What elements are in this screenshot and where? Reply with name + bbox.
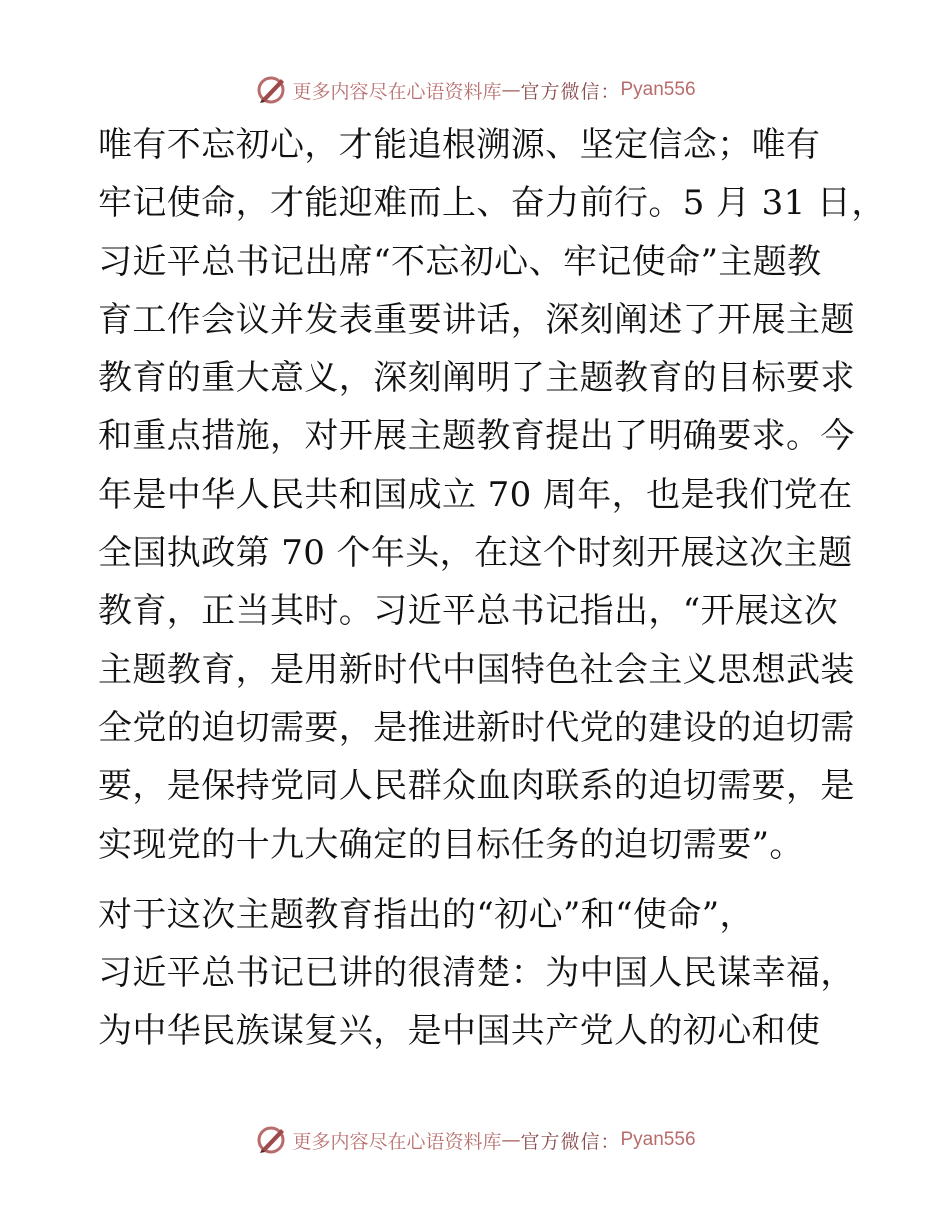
pen-circle-logo-icon (254, 1123, 288, 1157)
watermark-label: 官方微信： (520, 1130, 621, 1153)
text-line: 为中华民族谋复兴，是中国共产党人的初心和使 (98, 1011, 821, 1052)
watermark-dash: — (501, 79, 521, 101)
watermark-wechat-id: Pyan556 (620, 79, 696, 100)
text-line: 要，是保持党同人民群众血肉联系的迫切需要，是 (98, 766, 855, 807)
watermark-site-text: 更多内容尽在心语资料库 (292, 80, 502, 103)
text-line: 主题教育，是用新时代中国特色社会主义思想武装 (98, 649, 855, 690)
pen-circle-logo-icon (254, 73, 288, 107)
text-line: 实现党的十九大确定的目标任务的迫切需要”。 (98, 824, 804, 865)
header-watermark (0, 70, 950, 110)
text-line: 年是中华人民共和国成立 70 周年，也是我们党在 (98, 474, 853, 515)
text-line: 全国执政第 70 个年头，在这个时刻开展这次主题 (98, 533, 853, 574)
footer-watermark (0, 1120, 950, 1160)
watermark-dash: — (501, 1129, 521, 1151)
text-line: 全党的迫切需要，是推进新时代党的建设的迫切需 (98, 707, 855, 748)
text-line: 唯有不忘初心，才能追根溯源、坚定信念；唯有 (98, 125, 821, 165)
paragraph-1 (98, 116, 886, 874)
text-line: 牢记使命，才能迎难而上、奋力前行。5 月 31 日， (98, 183, 886, 224)
document-body (98, 116, 886, 1061)
watermark-label: 官方微信： (520, 80, 621, 103)
text-line: 和重点措施，对开展主题教育提出了明确要求。今 (98, 416, 855, 457)
text-line: 对于这次主题教育指出的“初心”和“使命”， (98, 894, 754, 935)
text-line: 教育的重大意义，深刻阐明了主题教育的目标要求 (98, 358, 855, 399)
watermark-site-text: 更多内容尽在心语资料库 (292, 1130, 502, 1153)
text-line: 习近平总书记出席“不忘初心、牢记使命”主题教 (98, 241, 822, 282)
text-line: 习近平总书记已讲的很清楚：为中国人民谋幸福， (98, 953, 855, 994)
text-line: 教育，正当其时。习近平总书记指出，“开展这次 (98, 591, 839, 632)
paragraph-2 (98, 886, 858, 1061)
text-line: 育工作会议并发表重要讲话，深刻阐述了开展主题 (98, 299, 855, 340)
watermark-wechat-id: Pyan556 (620, 1129, 696, 1150)
